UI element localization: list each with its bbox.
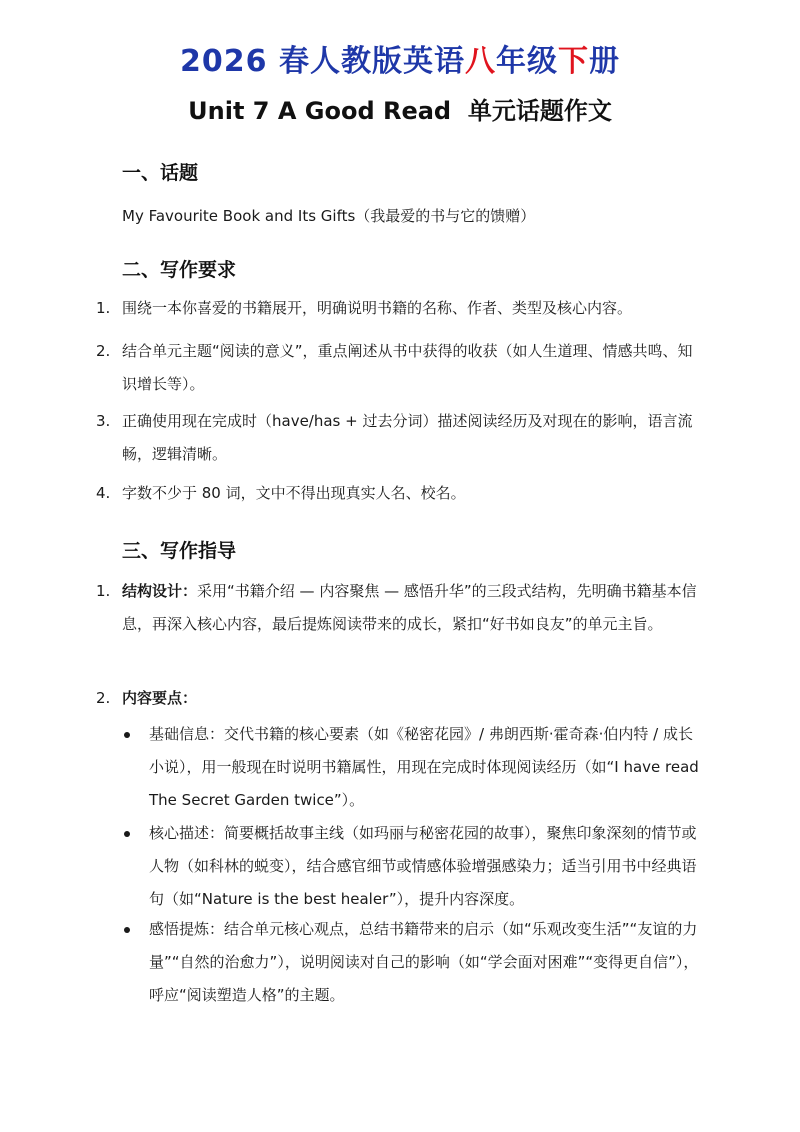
- requirement-item-1: [96, 292, 706, 325]
- list-text: 围绕一本你喜爱的书籍展开，明确说明书籍的名称、作者、类型及核心内容。: [122, 299, 633, 317]
- guidance-body: 采用“书籍介绍 — 内容聚焦 — 感悟升华”的三段式结构，先明确书籍基本信息，再深入核心内容，最后提炼阅读带来的成长，紧扣“好书如良友”的单元主旨。: [122, 582, 697, 633]
- guidance-item-2: [96, 682, 706, 715]
- title-year: 2026: [180, 44, 268, 79]
- title-term-highlight: 下: [557, 44, 589, 79]
- list-number: 1.: [96, 582, 111, 600]
- list-text: 结合单元主题“阅读的意义”，重点阐述从书中获得的收获（如人生道理、情感共鸣、知识增长等）。: [122, 342, 693, 393]
- bullet-icon: [124, 732, 130, 738]
- topic-text: My Favourite Book and Its Gifts（我最爱的书与它的馈赠）: [122, 207, 536, 225]
- bullet-icon: [124, 927, 130, 933]
- guidance-label: 结构设计：: [122, 582, 198, 600]
- guidance-item-1: [96, 575, 706, 641]
- list-text: 字数不少于 80 词，文中不得出现真实人名、校名。: [122, 484, 466, 502]
- title-part1: 春人教版英语: [278, 44, 465, 79]
- section-heading-requirements: 二、写作要求: [122, 259, 237, 281]
- content-bullet-3: [124, 913, 704, 1012]
- bullet-text: 感悟提炼：结合单元核心观点，总结书籍带来的启示（如“乐观改变生活”“友谊的力量”“自然的治愈力”），说明阅读对自己的影响（如“学会面对困难”“变得更自信”），呼应“阅读塑造人格”的主题。: [149, 920, 699, 1004]
- list-text: 正确使用现在完成时（have/has + 过去分词）描述阅读经历及对现在的影响，语言流畅，逻辑清晰。: [122, 412, 693, 463]
- title-part3: 册: [588, 44, 620, 79]
- list-number: 2.: [96, 342, 111, 360]
- content-bullet-2: [124, 817, 704, 916]
- subtitle: Unit 7 A Good Read 单元话题作文: [188, 97, 612, 125]
- title-grade-highlight: 八: [464, 44, 496, 79]
- content-bullet-1: [124, 718, 704, 817]
- requirement-item-3: [96, 405, 706, 471]
- list-number: 4.: [96, 484, 111, 502]
- bullet-icon: [124, 831, 130, 837]
- list-number: 3.: [96, 412, 111, 430]
- requirement-item-2: [96, 335, 706, 401]
- bullet-text: 核心描述：简要概括故事主线（如玛丽与秘密花园的故事），聚焦印象深刻的情节或人物（如科林的蜕变），结合感官细节或情感体验增强感染力；适当引用书中经典语句（如“Nature is the best healer”），提升内容深度。: [149, 824, 697, 908]
- guidance-text: [122, 575, 706, 641]
- title-part2: 年级: [495, 44, 558, 79]
- section-heading-topic: 一、话题: [122, 162, 199, 184]
- list-number: 1.: [96, 299, 111, 317]
- list-number: 2.: [96, 689, 111, 707]
- requirement-item-4: [96, 477, 706, 510]
- main-title: [0, 42, 800, 82]
- bullet-text: 基础信息：交代书籍的核心要素（如《秘密花园》/ 弗朗西斯·霍奇森·伯内特 / 成长小说），用一般现在时说明书籍属性，用现在完成时体现阅读经历（如“I have read The Secret Garden twice”）。: [149, 725, 699, 809]
- guidance-label: 内容要点：: [122, 689, 198, 707]
- section-heading-guidance: 三、写作指导: [122, 540, 237, 562]
